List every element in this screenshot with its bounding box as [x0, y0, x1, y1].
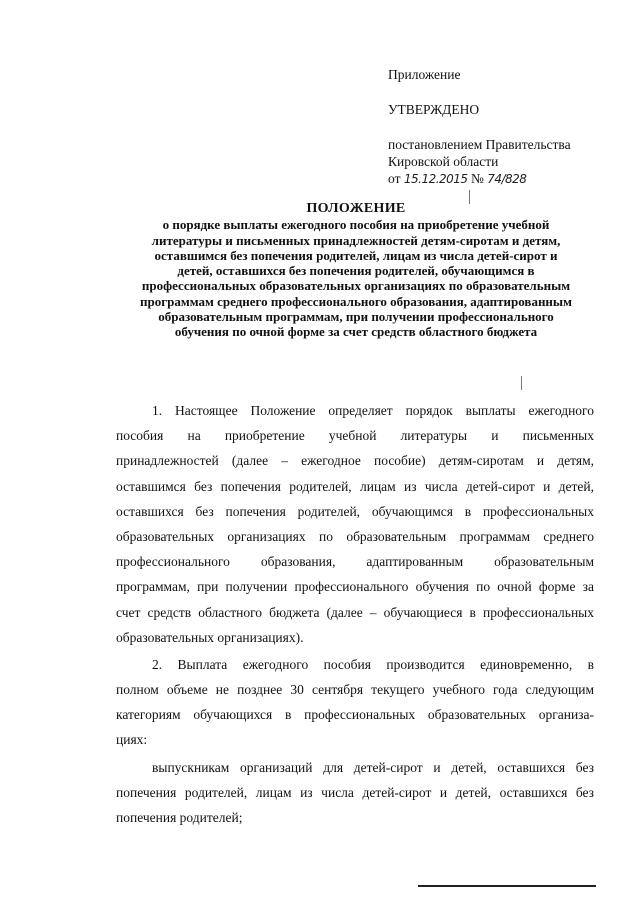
- body-line: 1. Настоящее Положение определяет порядок выплаты ежегодного: [152, 403, 594, 418]
- body-line: программам, при получении профессионального обучения по очной форме за: [116, 579, 594, 595]
- approval-line-1: постановлением Правительства: [388, 137, 571, 152]
- body-line: выпускникам организаций для детей-сирот и детей, оставшихся без: [152, 759, 594, 775]
- body-line: пособия на приобретение учебной литературы и письменных: [116, 428, 594, 444]
- body-line: попечения родителей;: [116, 810, 243, 825]
- body-line: принадлежностей (далее – ежегодное пособие) детям-сиротам и детям,: [116, 453, 594, 469]
- approval-date-prefix: от: [388, 171, 401, 186]
- body-line: образовательных организациях по образовательным программам среднего: [116, 528, 594, 544]
- body-line: образовательных организациях).: [116, 629, 304, 645]
- approval-stamp-block: [388, 66, 628, 188]
- body-line: оставшихся без попечения родителей, обучающимся в профессиональных: [116, 503, 594, 519]
- approval-number-label: №: [470, 171, 484, 186]
- title-line: детей, оставшихся без попечения родителей, обучающимся в: [177, 263, 535, 279]
- title-line: о порядке выплаты ежегодного пособия на приобретение учебной: [162, 217, 550, 233]
- title-line: оставшимся без попечения родителей, лицам из числа детей-сирот и: [154, 247, 558, 263]
- title-line: литературы и письменных принадлежностей детям-сиротам и детям,: [151, 232, 561, 248]
- scan-mark: [521, 376, 522, 390]
- body-line: профессионального образования, адаптированным образовательным: [116, 554, 594, 570]
- body-line: категориям обучающихся в профессиональных образовательных организа-: [116, 707, 594, 723]
- document-body: [116, 398, 594, 830]
- approval-line-3: [388, 170, 628, 188]
- body-line: полном объеме не позднее 30 сентября текущего учебного года следующим: [116, 682, 594, 698]
- title-line: обучения по очной форме за счет средств областного бюджета: [174, 324, 538, 340]
- approval-number: 74/828: [487, 172, 527, 186]
- body-line: попечения родителей, лицам из числа детей-сирот и детей, оставшихся без: [116, 784, 594, 800]
- scan-mark: [469, 190, 470, 204]
- body-line: счет средств областного бюджета (далее – обучающиеся в профессиональных: [116, 604, 594, 620]
- approval-date: 15.12.2015: [403, 172, 468, 186]
- footer-rule: [418, 885, 596, 887]
- approved-label: УТВЕРЖДЕНО: [388, 102, 480, 117]
- title-line: программам среднего профессионального образования, адаптированным: [140, 293, 572, 309]
- title-heading: ПОЛОЖЕНИЕ: [306, 201, 406, 216]
- body-line: циях:: [116, 732, 148, 748]
- appendix-label: Приложение: [388, 67, 461, 82]
- approval-line-2: Кировской области: [388, 154, 499, 169]
- body-line: оставшимся без попечения родителей, лицам из числа детей-сирот и детей,: [116, 478, 594, 494]
- document-title: [96, 201, 616, 340]
- title-line: профессиональных образовательных организациях по образовательным: [141, 278, 571, 294]
- body-line: 2. Выплата ежегодного пособия производится единовременно, в: [152, 656, 594, 672]
- title-line: образовательным программам, при получении профессионального: [158, 309, 554, 325]
